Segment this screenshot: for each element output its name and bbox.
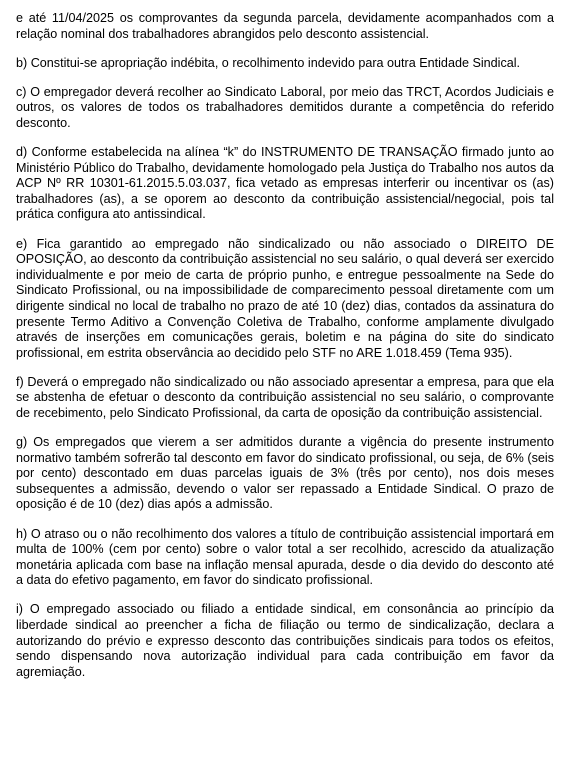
paragraph-f: f) Deverá o empregado não sindicalizado ou não associado apresentar a empresa, para que ela se abstenha de efetuar o desconto da contribuição assistencial no seu salário, o comprovante de recebimento, pelo Sindicato Profissional, da carta de oposição da contribuição assistencial. [16,374,554,420]
paragraph-b: b) Constitui-se apropriação indébita, o recolhimento indevido para outra Entidade Sindical. [16,55,521,70]
paragraph-g: g) Os empregados que vierem a ser admitidos durante a vigência do presente instrumento normativo também sofrerão tal desconto em favor do sindicato profissional, ou seja, de 6% (seis por cento) descontado em duas parcelas iguais de 3% (três por cento), nos dois meses subsequentes a admissão, devendo o valor ser repassado a Entidade Sindical. O prazo de oposição é de 10 (dez) dias após a admissão. [16,435,554,512]
paragraph-i: i) O empregado associado ou filiado a entidade sindical, em consonância ao princípio da liberdade sindical ao preencher a ficha de filiação ou termo de sindicalização, declara a autorizando do prévio e expresso desconto das contribuições sindicais para todos os efeitos, sendo dispensando nova autorização individual para cada contribuição em favor da agremiação. [16,602,554,679]
paragraph-h: h) O atraso ou o não recolhimento dos valores a título de contribuição assistencial importará em multa de 100% (cem por cento) sobre o valor total a ser recolhido, acrescido da atualização monetária aplicada com base na inflação mensal apurada, desde o dia devido do desconto até a data do efetivo pagamento, em favor do sindicato profissional. [16,526,554,588]
paragraph-d: d) Conforme estabelecida na alínea “k” do INSTRUMENTO DE TRANSAÇÃO firmado junto ao Ministério Público do Trabalho, devidamente homologado pela Justiça do Trabalho nos autos da ACP Nº RR 10301-61.2015.5.03.037, fica vetado as empresas interferir ou incentivar os (as) trabalhadores (as), a se oporem ao desconto da contribuição assistencial/negocial, pois tal prática configura ato antissindical. [16,145,554,222]
paragraph-c: c) O empregador deverá recolher ao Sindicato Laboral, por meio das TRCT, Acordos Judiciais e outros, os valores de todos os trabalhadores demitidos durante a competência do referido desconto. [16,84,554,130]
paragraph-continuation: e até 11/04/2025 os comprovantes da segunda parcela, devidamente acompanhados com a relação nominal dos trabalhadores abrangidos pelo desconto assistencial. [16,11,554,41]
document-page [16,11,554,694]
paragraph-e: e) Fica garantido ao empregado não sindicalizado ou não associado o DIREITO DE OPOSIÇÃO, ao desconto da contribuição assistencial no seu salário, o qual deverá ser exercido individualmente e por meio de carta de próprio punho, e entregue pessoalmente na Sede do Sindicato Profissional, ou na impossibilidade de comparecimento pessoal diretamente com um dirigente sindical no local de trabalho no prazo de até 10 (dez) dias, contados da assinatura do presente Termo Aditivo a Convenção Coletiva de Trabalho, conforme amplamente divulgado através de inserções em comunicações gerais, boletim e na página do site do sindicato profissional, em estrita observância ao decidido pelo STF no ARE 1.018.459 (Tema 935). [16,236,554,360]
